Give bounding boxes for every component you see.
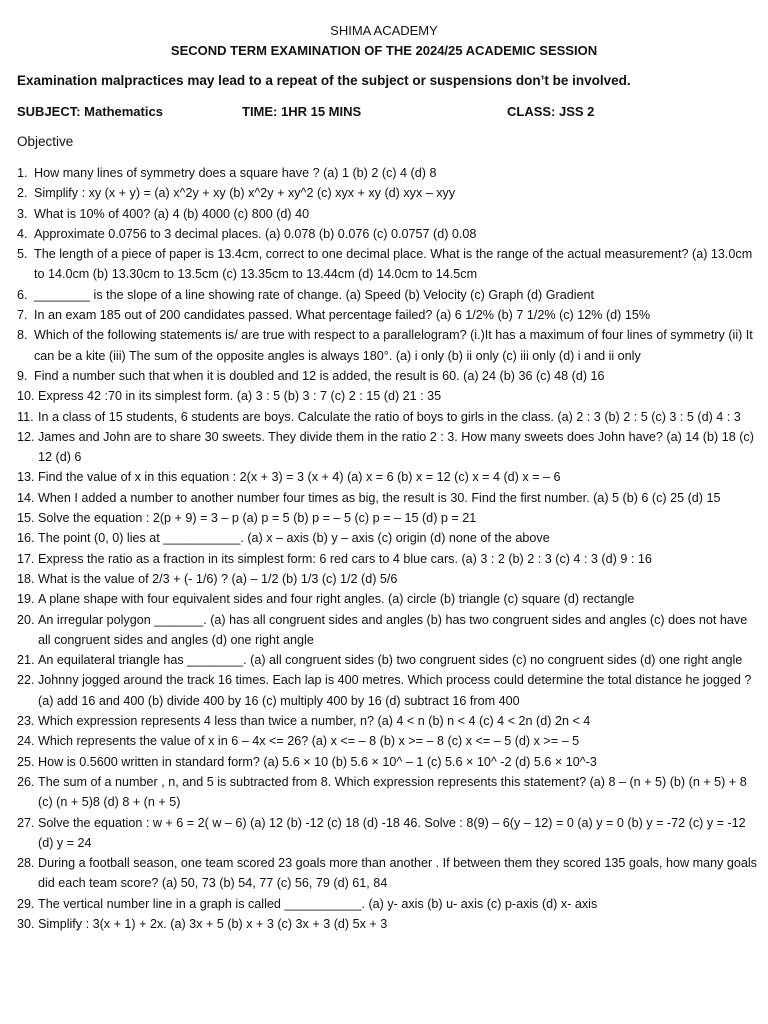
question-item: [17, 183, 757, 203]
question-number: 5.: [17, 247, 28, 262]
question-text: How is 0.5600 written in standard form? (a) 5.6 × 10 (b) 5.6 × 10^ – 1 (c) 5.6 × 10^ -2 (d) 5.6 × 10^-3: [38, 754, 597, 769]
question-number: 10.: [17, 389, 35, 404]
exam-info-row: [0, 103, 768, 121]
question-item: [17, 894, 757, 914]
question-text: The length of a piece of paper is 13.4cm, correct to one decimal place. What is the range of the actual measurement? (a) 13.0cm to 14.0cm (b) 13.30cm to 13.5cm (c) 13.35cm to 13.44cm (d) 14.0cm to 14.5cm: [34, 247, 753, 282]
question-text: Which expression represents 4 less than twice a number, n? (a) 4 < n (b) n < 4 (c) 4 < 2n (d) 2n < 4: [38, 714, 591, 729]
class-label: CLASS: JSS 2: [507, 104, 595, 119]
question-number: 12.: [17, 429, 35, 444]
question-number: 17.: [17, 551, 35, 566]
question-text: Which of the following statements is/ are true with respect to a parallelogram? (i.)It has a maximum of four lines of symmetry (ii) It can be a kite (iii) The sum of the opposite angles is always 180°. (a) i only (b) ii only (c) iii only (d) i and ii only: [34, 328, 753, 363]
question-number: 1.: [17, 166, 28, 180]
question-text: Johnny jogged around the track 16 times. Each lap is 400 metres. Which process could determine the total distance he jogged ? (a) add 16 and 400 (b) divide 400 by 16 (c) multiply 400 by 16 (d) subtract 16 from 400: [38, 673, 752, 708]
question-number: 18.: [17, 571, 35, 586]
question-item: [17, 670, 757, 711]
time-label: TIME: 1HR 15 MINS: [242, 104, 362, 119]
question-number: 21.: [17, 653, 35, 668]
question-list: [17, 163, 757, 934]
question-text: Solve the equation : 2(p + 9) = 3 – p (a) p = 5 (b) p = – 5 (c) p = – 15 (d) p = 21: [38, 511, 477, 526]
exam-session-title: SECOND TERM EXAMINATION OF THE 2024/25 ACADEMIC SESSION: [170, 43, 598, 58]
question-item: [17, 650, 757, 670]
question-item: [17, 528, 757, 548]
question-number: 19.: [17, 592, 35, 607]
question-number: 11.: [17, 409, 34, 424]
question-number: 28.: [17, 856, 35, 871]
question-item: [17, 853, 757, 894]
question-number: 14.: [17, 490, 35, 505]
question-item: [17, 589, 757, 609]
question-text: Express the ratio as a fraction in its simplest form: 6 red cars to 4 blue cars. (a) 3 : 2 (b) 2 : 3 (c) 4 : 3 (d) 9 : 16: [38, 551, 652, 566]
question-text: When I added a number to another number four times as big, the result is 30. Find the first number. (a) 5 (b) 6 (c) 25 (d) 15: [38, 490, 721, 505]
question-item: [17, 244, 757, 285]
question-item: [17, 914, 757, 934]
question-item: [17, 813, 757, 854]
question-item: [17, 386, 757, 406]
question-item: [17, 731, 757, 751]
question-text: ________ is the slope of a line showing rate of change. (a) Speed (b) Velocity (c) Graph (d) Gradient: [34, 287, 595, 302]
question-number: 25.: [17, 754, 35, 769]
question-item: [17, 467, 757, 487]
question-number: 27.: [17, 815, 35, 830]
question-item: [17, 752, 757, 772]
question-number: 20.: [17, 612, 35, 627]
question-text: Solve the equation : w + 6 = 2( w – 6) (a) 12 (b) -12 (c) 18 (d) -18 46. Solve : 8(9) – 6(y – 12) = 0 (a) y = 0 (b) y = -72 (c) y = -12 (d) y = 24: [38, 815, 746, 850]
question-number: 29.: [17, 896, 35, 911]
question-item: [17, 427, 757, 468]
question-item: [17, 366, 757, 386]
school-name: SHIMA ACADEMY: [330, 23, 438, 38]
question-number: 15.: [17, 511, 35, 526]
question-text: James and John are to share 30 sweets. They divide them in the ratio 2 : 3. How many sweets does John have? (a) 14 (b) 18 (c) 12 (d) 6: [38, 429, 754, 465]
question-text: Find a number such that when it is doubled and 12 is added, the result is 60. (a) 24 (b) 36 (c) 48 (d) 16: [34, 368, 605, 383]
section-title: Objective: [17, 134, 74, 149]
question-text: During a football season, one team scored 23 goals more than another . If between them they scored 135 goals, how many goals did each team score? (a) 50, 73 (b) 54, 77 (c) 56, 79 (d) 61, 84: [38, 856, 757, 891]
question-number: 8.: [17, 328, 28, 343]
question-number: 4.: [17, 226, 28, 241]
question-item: [17, 772, 757, 813]
question-text: Approximate 0.0756 to 3 decimal places. (a) 0.078 (b) 0.076 (c) 0.0757 (d) 0.08: [34, 226, 477, 241]
question-item: [17, 549, 757, 569]
question-number: 23.: [17, 714, 35, 729]
question-text: A plane shape with four equivalent sides and four right angles. (a) circle (b) triangle (c) square (d) rectangle: [38, 592, 635, 607]
question-number: 13.: [17, 470, 35, 485]
question-number: 3.: [17, 206, 28, 221]
question-text: The sum of a number , n, and 5 is subtracted from 8. Which expression represents this statement? (a) 8 – (n + 5) (b) (n + 5) + 8 (c) (n + 5)8 (d) 8 + (n + 5): [38, 774, 747, 810]
question-number: 16.: [17, 531, 35, 546]
question-text: What is 10% of 400? (a) 4 (b) 4000 (c) 800 (d) 40: [34, 206, 310, 221]
question-number: 26.: [17, 774, 35, 789]
question-text: An equilateral triangle has ________. (a) all congruent sides (b) two congruent sides (c) no congruent sides (d) one right angle: [38, 653, 743, 668]
question-text: The point (0, 0) lies at ___________. (a) x – axis (b) y – axis (c) origin (d) none of the above: [38, 531, 550, 546]
question-text: What is the value of 2/3 + (- 1/6) ? (a) – 1/2 (b) 1/3 (c) 1/2 (d) 5/6: [38, 571, 398, 586]
question-number: 22.: [17, 673, 35, 688]
question-number: 24.: [17, 734, 35, 749]
question-text: In an exam 185 out of 200 candidates passed. What percentage failed? (a) 6 1/2% (b) 7 1/2% (c) 12% (d) 15%: [34, 308, 651, 323]
question-text: How many lines of symmetry does a square have ? (a) 1 (b) 2 (c) 4 (d) 8: [34, 166, 437, 180]
question-item: [17, 325, 757, 366]
question-text: Express 42 :70 in its simplest form. (a) 3 : 5 (b) 3 : 7 (c) 2 : 15 (d) 21 : 35: [38, 389, 442, 404]
question-text: Simplify : 3(x + 1) + 2x. (a) 3x + 5 (b) x + 3 (c) 3x + 3 (d) 5x + 3: [38, 916, 388, 931]
question-number: 7.: [17, 308, 28, 323]
subject-label: SUBJECT: Mathematics: [17, 104, 163, 119]
question-item: [17, 285, 757, 305]
malpractice-warning: Examination malpractices may lead to a repeat of the subject or suspensions don’t be involved.: [17, 73, 631, 88]
question-item: [17, 204, 757, 224]
question-number: 30.: [17, 916, 35, 931]
question-item: [17, 711, 757, 731]
question-number: 6.: [17, 287, 28, 302]
question-item: [17, 224, 757, 244]
question-item: [17, 610, 757, 651]
question-item: [17, 569, 757, 589]
question-text: An irregular polygon _______. (a) has all congruent sides and angles (b) has two congruent sides and angles (c) does not have all congruent sides and angles (d) one right angle: [38, 612, 748, 647]
question-text: The vertical number line in a graph is called ___________. (a) y- axis (b) u- axis (c) p-axis (d) x- axis: [38, 896, 598, 911]
question-item: [17, 305, 757, 325]
question-text: Simplify : xy (x + y) = (a) x^2y + xy (b) x^2y + xy^2 (c) xyx + xy (d) xyx – xyy: [34, 186, 456, 201]
question-number: 2.: [17, 186, 28, 201]
question-item: [17, 163, 757, 183]
question-item: [17, 488, 757, 508]
question-item: [17, 407, 757, 427]
question-text: Which represents the value of x in 6 – 4x <= 26? (a) x <= – 8 (b) x >= – 8 (c) x <= – 5 (d) x >= – 5: [38, 734, 580, 749]
question-text: Find the value of x in this equation : 2(x + 3) = 3 (x + 4) (a) x = 6 (b) x = 12 (c) x = 4 (d) x = – 6: [38, 470, 561, 485]
question-number: 9.: [17, 368, 28, 383]
question-text: In a class of 15 students, 6 students are boys. Calculate the ratio of boys to girls in the class. (a) 2 : 3 (b) 2 : 5 (c) 3 : 5 (d) 4 : 3: [38, 409, 741, 424]
question-item: [17, 508, 757, 528]
